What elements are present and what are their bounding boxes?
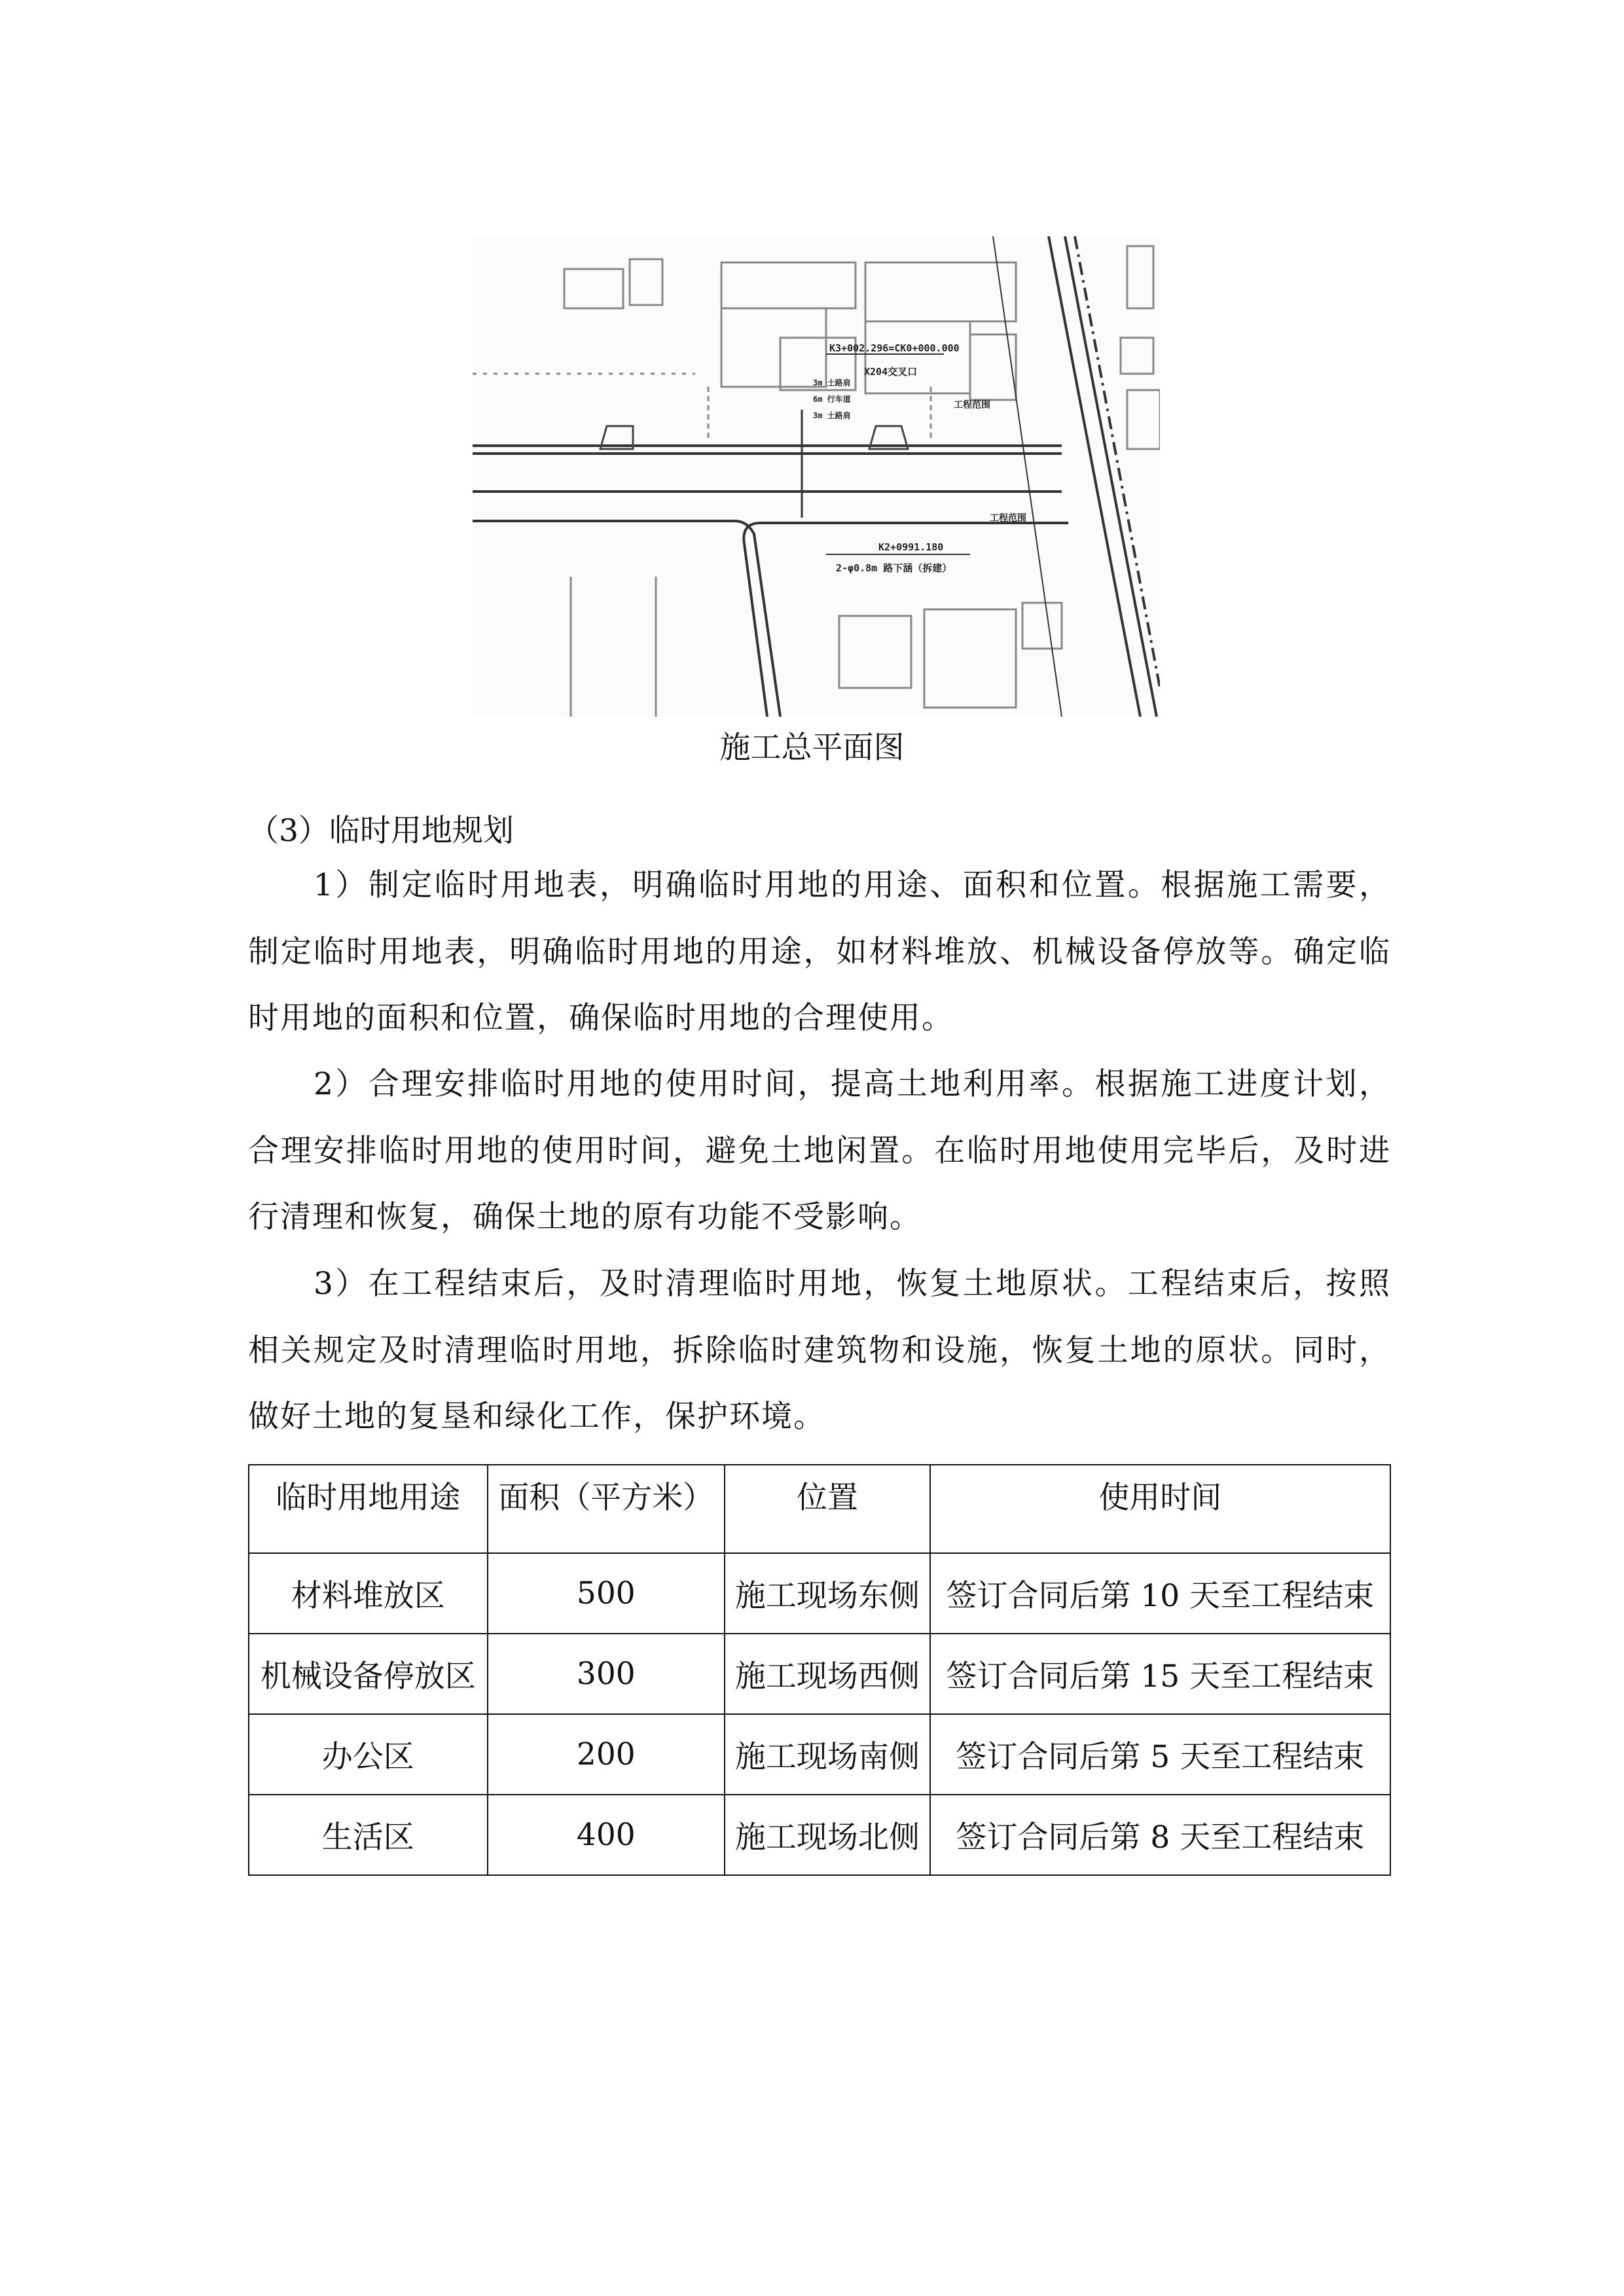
label-intersection: X204交叉口 — [864, 366, 918, 378]
cell-area: 500 — [488, 1553, 725, 1634]
cell-time: 签订合同后第 10 天至工程结束 — [930, 1553, 1390, 1634]
label-station-top: K3+002.296=CK0+000.000 — [829, 342, 960, 354]
cell-use: 机械设备停放区 — [249, 1634, 488, 1714]
cell-time: 签订合同后第 8 天至工程结束 — [930, 1795, 1390, 1875]
label-scope-1: 工程范围 — [954, 400, 990, 410]
header-cell: 面积（平方米） — [488, 1465, 725, 1553]
cell-area: 400 — [488, 1795, 725, 1875]
cell-area: 300 — [488, 1634, 725, 1714]
header-cell: 使用时间 — [930, 1465, 1390, 1553]
label-station-bottom: K2+0991.180 — [878, 541, 944, 553]
label-lane2: 6m 行车道 — [813, 395, 851, 404]
label-lane1: 3m 土路肩 — [813, 378, 851, 387]
cell-location: 施工现场北侧 — [725, 1795, 930, 1875]
temporary-land-table — [248, 1464, 1391, 1876]
table-row — [249, 1634, 1390, 1714]
site-plan-svg — [473, 236, 1160, 717]
label-lane3: 3m 土路肩 — [813, 411, 851, 420]
table-header-row — [249, 1465, 1390, 1553]
paragraph-2: 2）合理安排临时用地的使用时间，提高土地利用率。根据施工进度计划，合理安排临时用地的使用时间，避免土地闲置。在临时用地使用完毕后，及时进行清理和恢复，确保土地的原有功能不受影响。 — [248, 1066, 1391, 1235]
section-heading: （3）临时用地规划 — [248, 813, 514, 849]
site-plan-drawing — [473, 236, 1160, 717]
cell-location: 施工现场西侧 — [725, 1634, 930, 1714]
table-row — [249, 1553, 1390, 1634]
cell-location: 施工现场东侧 — [725, 1553, 930, 1634]
cell-time: 签订合同后第 15 天至工程结束 — [930, 1634, 1390, 1714]
header-cell: 临时用地用途 — [249, 1465, 488, 1553]
figure-caption: 施工总平面图 — [719, 730, 905, 766]
cell-use: 材料堆放区 — [249, 1553, 488, 1634]
header-cell: 位置 — [725, 1465, 930, 1553]
label-culvert: 2-φ0.8m 路下涵（拆建） — [836, 562, 952, 574]
cell-area: 200 — [488, 1714, 725, 1795]
cell-use: 办公区 — [249, 1714, 488, 1795]
table-row — [249, 1714, 1390, 1795]
cell-use: 生活区 — [249, 1795, 488, 1875]
label-scope-2: 工程范围 — [990, 513, 1026, 524]
cell-location: 施工现场南侧 — [725, 1714, 930, 1795]
paragraph-1: 1）制定临时用地表，明确临时用地的用途、面积和位置。根据施工需要，制定临时用地表，明确临时用地的用途，如材料堆放、机械设备停放等。确定临时用地的面积和位置，确保临时用地的合理使用。 — [248, 867, 1391, 1036]
table-row — [249, 1795, 1390, 1875]
paragraph-3: 3）在工程结束后，及时清理临时用地，恢复土地原状。工程结束后，按照相关规定及时清理临时用地，拆除临时建筑物和设施，恢复土地的原状。同时，做好土地的复垦和绿化工作，保护环境。 — [248, 1266, 1391, 1435]
cell-time: 签订合同后第 5 天至工程结束 — [930, 1714, 1390, 1795]
